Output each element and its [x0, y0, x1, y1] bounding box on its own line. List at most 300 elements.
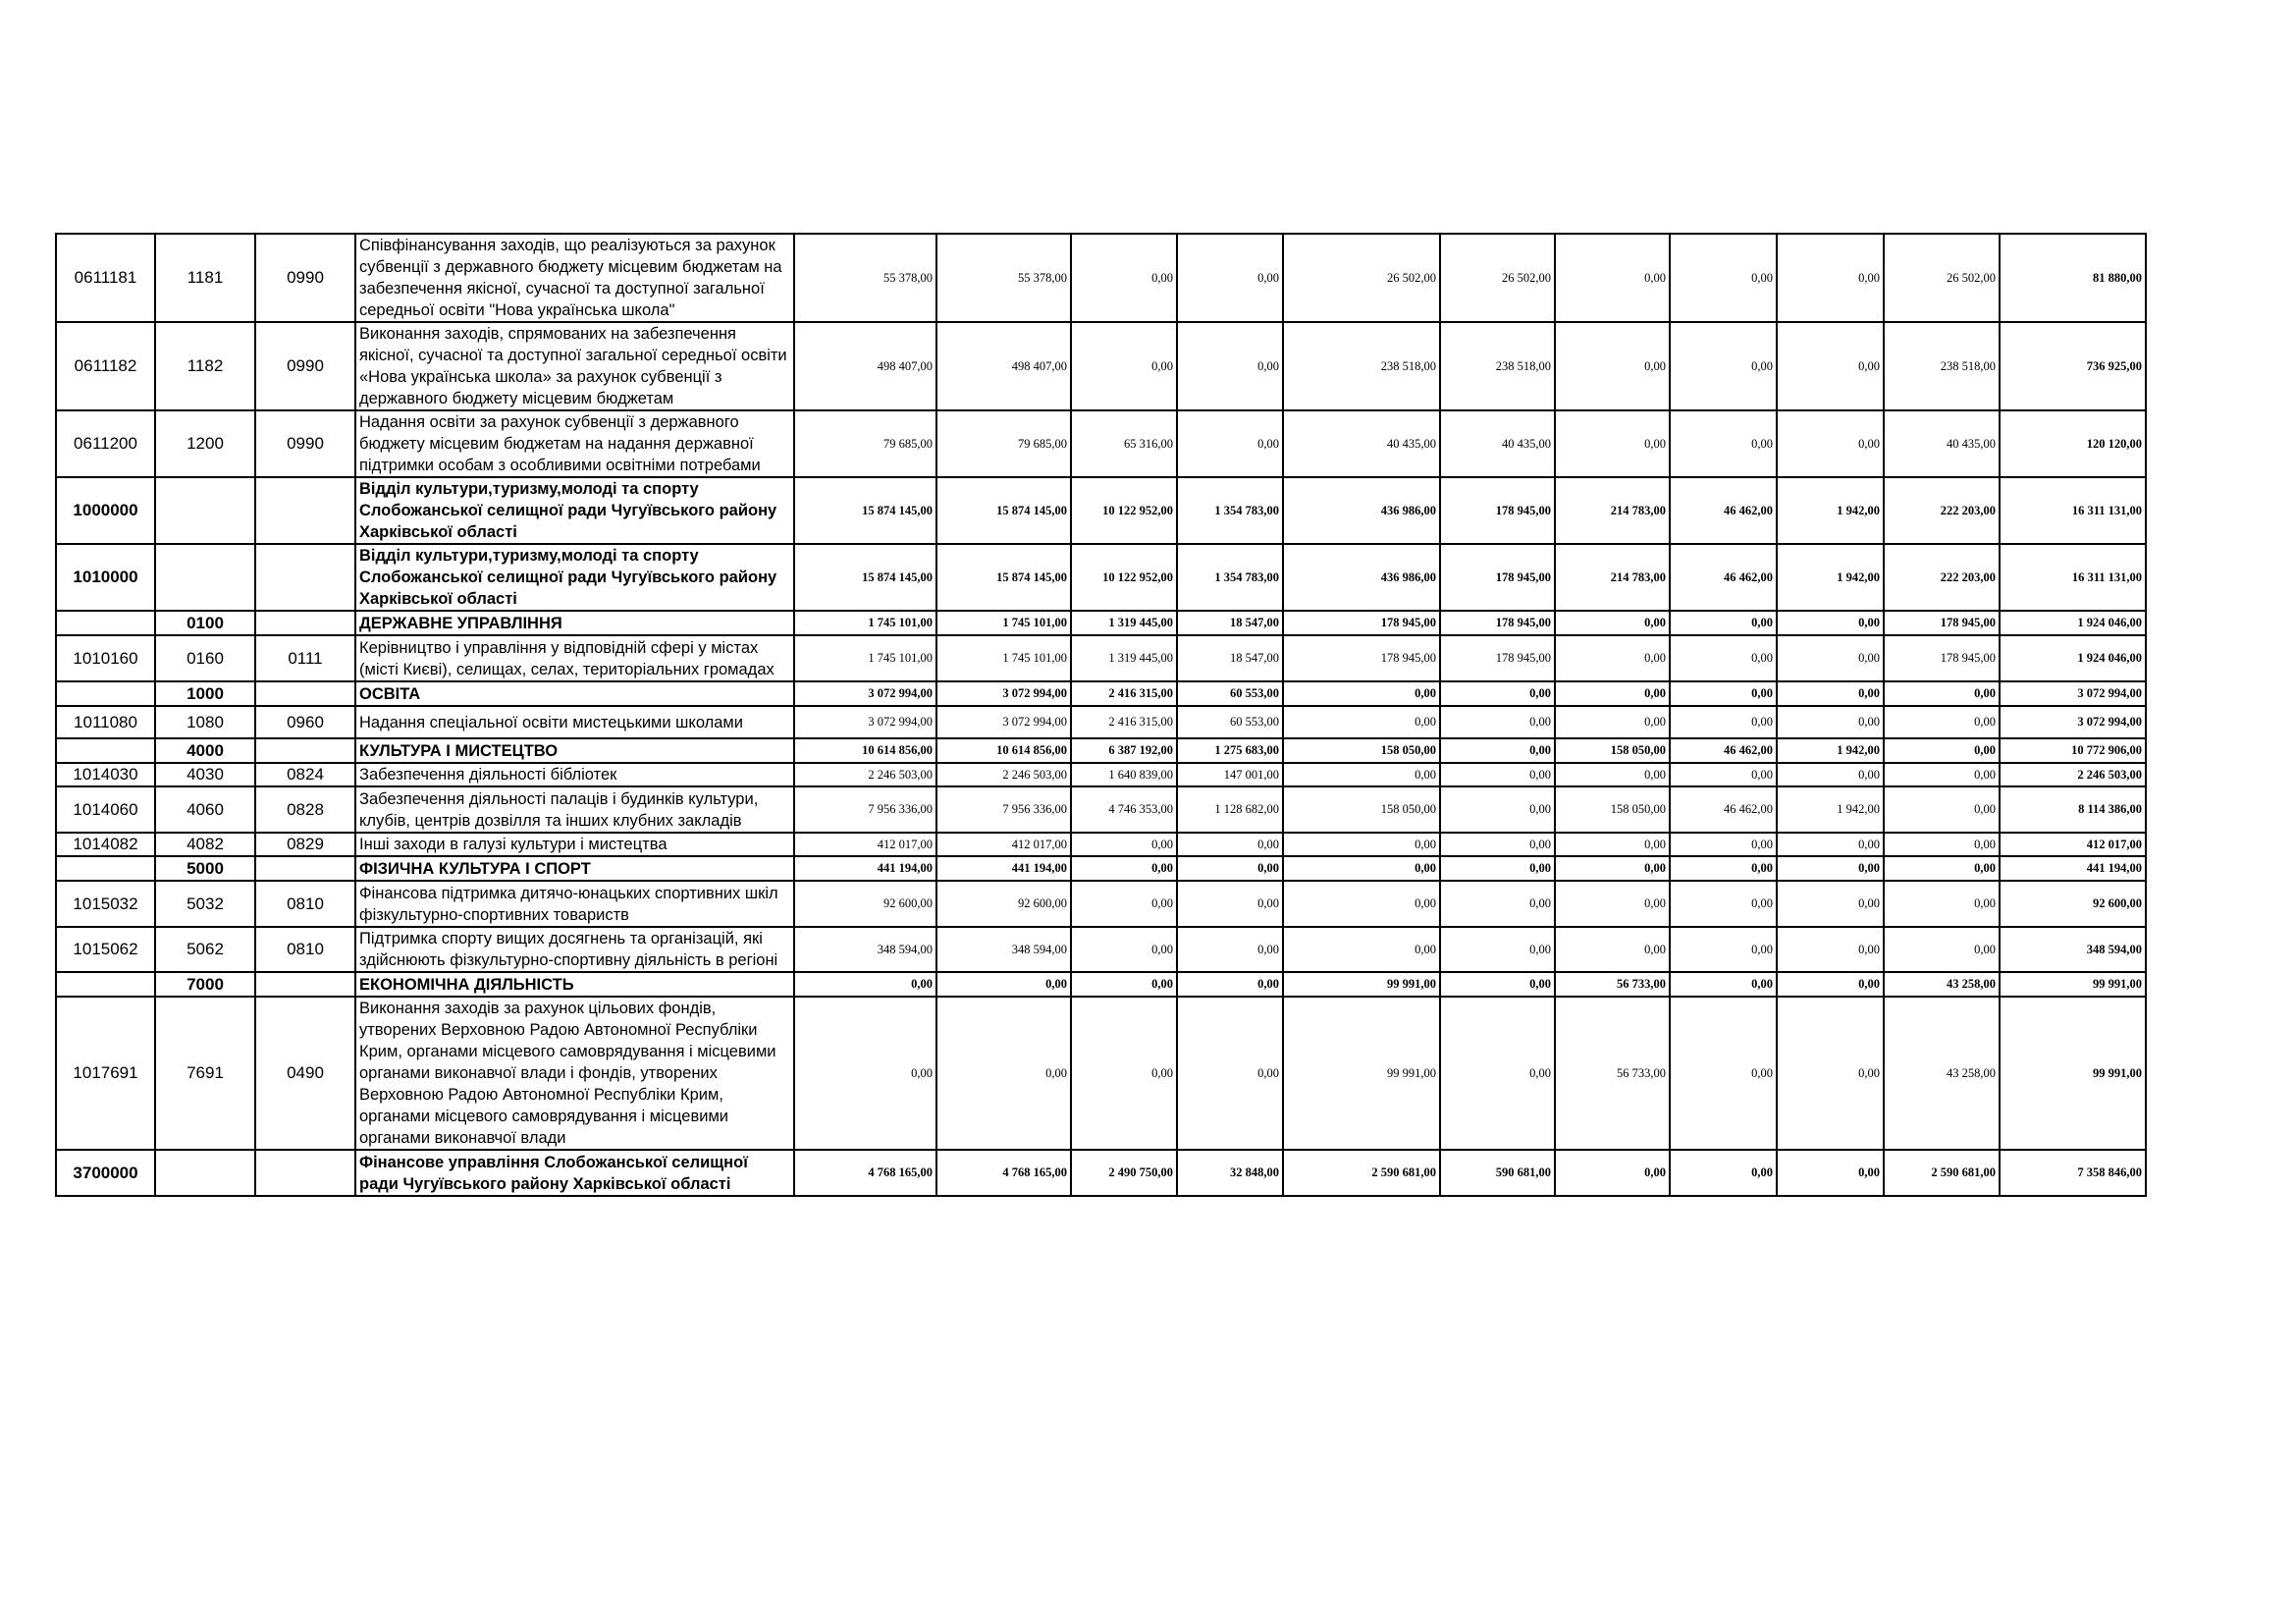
- function-code-cell: 5032: [155, 881, 255, 927]
- function-code-cell: 4060: [155, 786, 255, 833]
- function-code-cell: 0100: [155, 611, 255, 635]
- amount-cell: 0,00: [1670, 856, 1777, 881]
- amount-cell: 2 590 681,00: [1884, 1150, 2000, 1196]
- amount-cell: 43 258,00: [1884, 997, 2000, 1150]
- amount-cell: 0,00: [1555, 322, 1670, 410]
- amount-cell: 0,00: [1670, 234, 1777, 322]
- function-code-cell: [155, 1150, 255, 1196]
- amount-cell: 0,00: [1555, 1150, 1670, 1196]
- function-code-cell: 0160: [155, 635, 255, 681]
- amount-cell: 55 378,00: [936, 234, 1071, 322]
- amount-cell: 0,00: [1440, 833, 1555, 856]
- fkvk-code-cell: [255, 972, 355, 997]
- amount-cell: 0,00: [794, 997, 936, 1150]
- function-code-cell: 5062: [155, 927, 255, 972]
- item-name-cell: Фінансове управління Слобожанської селищної ради Чугуївського району Харківської області: [355, 1150, 794, 1196]
- item-name-cell: Відділ культури,туризму,молоді та спорту Слобожанської селищної ради Чугуївського району Харківської області: [355, 544, 794, 611]
- program-code-cell: 1014060: [56, 786, 155, 833]
- amount-cell: 8 114 386,00: [2000, 786, 2146, 833]
- amount-cell: 0,00: [1555, 881, 1670, 927]
- amount-cell: 0,00: [1777, 833, 1884, 856]
- amount-cell: 436 986,00: [1283, 477, 1440, 544]
- amount-cell: 0,00: [1670, 972, 1777, 997]
- amount-cell: 0,00: [1177, 972, 1283, 997]
- item-name-cell: КУЛЬТУРА І МИСТЕЦТВО: [355, 738, 794, 763]
- amount-cell: 0,00: [1777, 997, 1884, 1150]
- amount-cell: 4 746 353,00: [1071, 786, 1177, 833]
- amount-cell: 0,00: [936, 972, 1071, 997]
- amount-cell: 81 880,00: [2000, 234, 2146, 322]
- fkvk-code-cell: [255, 477, 355, 544]
- amount-cell: 10 122 952,00: [1071, 544, 1177, 611]
- amount-cell: 0,00: [1777, 927, 1884, 972]
- amount-cell: 3 072 994,00: [794, 681, 936, 706]
- amount-cell: 40 435,00: [1283, 410, 1440, 477]
- amount-cell: 99 991,00: [2000, 997, 2146, 1150]
- item-name-cell: Виконання заходів за рахунок цільових фондів, утворених Верховною Радою Автономної Республіки Крим, органами місцевого самоврядування і місцевими органами виконавчої влади і фондів, утворених Верховною Радою Автономної Республіки Крим, органами місцевого самоврядування і місцевими органами виконавчої влади: [355, 997, 794, 1150]
- function-code-cell: 7691: [155, 997, 255, 1150]
- fkvk-code-cell: 0810: [255, 927, 355, 972]
- program-code-cell: 1011080: [56, 706, 155, 738]
- program-code-cell: [56, 681, 155, 706]
- amount-cell: 0,00: [1777, 234, 1884, 322]
- amount-cell: 0,00: [1177, 856, 1283, 881]
- amount-cell: 16 311 131,00: [2000, 477, 2146, 544]
- program-code-cell: 1015032: [56, 881, 155, 927]
- amount-cell: 178 945,00: [1884, 611, 2000, 635]
- amount-cell: 0,00: [1283, 856, 1440, 881]
- amount-cell: 3 072 994,00: [2000, 706, 2146, 738]
- amount-cell: 1 128 682,00: [1177, 786, 1283, 833]
- amount-cell: 0,00: [1071, 833, 1177, 856]
- program-code-cell: 1017691: [56, 997, 155, 1150]
- amount-cell: 92 600,00: [936, 881, 1071, 927]
- amount-cell: 79 685,00: [936, 410, 1071, 477]
- amount-cell: 0,00: [1777, 706, 1884, 738]
- amount-cell: 0,00: [1670, 681, 1777, 706]
- amount-cell: 1 924 046,00: [2000, 635, 2146, 681]
- amount-cell: 7 358 846,00: [2000, 1150, 2146, 1196]
- amount-cell: 0,00: [1555, 234, 1670, 322]
- amount-cell: 222 203,00: [1884, 544, 2000, 611]
- amount-cell: 0,00: [1777, 972, 1884, 997]
- amount-cell: 0,00: [794, 972, 936, 997]
- table-row: [56, 477, 2146, 544]
- fkvk-code-cell: [255, 1150, 355, 1196]
- item-name-cell: Надання спеціальної освіти мистецькими школами: [355, 706, 794, 738]
- amount-cell: 0,00: [1177, 881, 1283, 927]
- item-name-cell: Забезпечення діяльності палаців i будинків культури, клубів, центрів дозвілля та iнших клубних закладів: [355, 786, 794, 833]
- amount-cell: 1 319 445,00: [1071, 635, 1177, 681]
- amount-cell: 0,00: [1283, 927, 1440, 972]
- amount-cell: 15 874 145,00: [794, 544, 936, 611]
- amount-cell: 0,00: [1283, 833, 1440, 856]
- amount-cell: 0,00: [1440, 881, 1555, 927]
- fkvk-code-cell: [255, 681, 355, 706]
- amount-cell: 498 407,00: [936, 322, 1071, 410]
- fkvk-code-cell: 0810: [255, 881, 355, 927]
- amount-cell: 10 614 856,00: [936, 738, 1071, 763]
- amount-cell: 15 874 145,00: [936, 544, 1071, 611]
- table-row: [56, 972, 2146, 997]
- amount-cell: 0,00: [1071, 972, 1177, 997]
- amount-cell: 56 733,00: [1555, 972, 1670, 997]
- amount-cell: 0,00: [1884, 927, 2000, 972]
- amount-cell: 178 945,00: [1283, 611, 1440, 635]
- amount-cell: 2 416 315,00: [1071, 681, 1177, 706]
- amount-cell: 214 783,00: [1555, 477, 1670, 544]
- table-row: [56, 997, 2146, 1150]
- amount-cell: 178 945,00: [1440, 544, 1555, 611]
- amount-cell: 0,00: [1283, 881, 1440, 927]
- function-code-cell: 1080: [155, 706, 255, 738]
- amount-cell: 0,00: [1283, 706, 1440, 738]
- amount-cell: 178 945,00: [1440, 635, 1555, 681]
- amount-cell: 46 462,00: [1670, 738, 1777, 763]
- amount-cell: 0,00: [1670, 410, 1777, 477]
- table-row: [56, 856, 2146, 881]
- amount-cell: 348 594,00: [936, 927, 1071, 972]
- amount-cell: 99 991,00: [1283, 997, 1440, 1150]
- amount-cell: 0,00: [1884, 681, 2000, 706]
- amount-cell: 2 590 681,00: [1283, 1150, 1440, 1196]
- amount-cell: 0,00: [1440, 927, 1555, 972]
- amount-cell: 0,00: [1777, 322, 1884, 410]
- program-code-cell: [56, 856, 155, 881]
- item-name-cell: Відділ культури,туризму,молоді та спорту Слобожанської селищної ради Чугуївського району Харківської області: [355, 477, 794, 544]
- amount-cell: 2 490 750,00: [1071, 1150, 1177, 1196]
- amount-cell: 0,00: [1177, 997, 1283, 1150]
- amount-cell: 0,00: [1177, 322, 1283, 410]
- amount-cell: 0,00: [1670, 763, 1777, 786]
- program-code-cell: 3700000: [56, 1150, 155, 1196]
- amount-cell: 0,00: [1177, 927, 1283, 972]
- amount-cell: 0,00: [1777, 856, 1884, 881]
- amount-cell: 3 072 994,00: [936, 706, 1071, 738]
- item-name-cell: ФІЗИЧНА КУЛЬТУРА І СПОРТ: [355, 856, 794, 881]
- item-name-cell: Забезпечення діяльності бібліотек: [355, 763, 794, 786]
- amount-cell: 6 387 192,00: [1071, 738, 1177, 763]
- program-code-cell: [56, 611, 155, 635]
- fkvk-code-cell: 0111: [255, 635, 355, 681]
- amount-cell: 4 768 165,00: [794, 1150, 936, 1196]
- program-code-cell: 1015062: [56, 927, 155, 972]
- budget-table: [55, 233, 2147, 1197]
- function-code-cell: 1000: [155, 681, 255, 706]
- item-name-cell: Інші заходи в галузі культури і мистецтва: [355, 833, 794, 856]
- amount-cell: 1 745 101,00: [936, 635, 1071, 681]
- program-code-cell: [56, 738, 155, 763]
- amount-cell: 0,00: [1440, 972, 1555, 997]
- amount-cell: 0,00: [1555, 681, 1670, 706]
- program-code-cell: 0611200: [56, 410, 155, 477]
- amount-cell: 1 640 839,00: [1071, 763, 1177, 786]
- amount-cell: 0,00: [1884, 856, 2000, 881]
- amount-cell: 0,00: [1670, 927, 1777, 972]
- amount-cell: 0,00: [1071, 234, 1177, 322]
- amount-cell: 120 120,00: [2000, 410, 2146, 477]
- amount-cell: 2 246 503,00: [936, 763, 1071, 786]
- item-name-cell: ДЕРЖАВНЕ УПРАВЛІННЯ: [355, 611, 794, 635]
- amount-cell: 0,00: [1777, 681, 1884, 706]
- amount-cell: 1 354 783,00: [1177, 544, 1283, 611]
- program-code-cell: [56, 972, 155, 997]
- amount-cell: 0,00: [1440, 738, 1555, 763]
- amount-cell: 0,00: [1777, 1150, 1884, 1196]
- amount-cell: 26 502,00: [1283, 234, 1440, 322]
- amount-cell: 0,00: [1670, 635, 1777, 681]
- amount-cell: 0,00: [1177, 410, 1283, 477]
- amount-cell: 441 194,00: [794, 856, 936, 881]
- amount-cell: 0,00: [1440, 856, 1555, 881]
- amount-cell: 0,00: [1670, 881, 1777, 927]
- fkvk-code-cell: 0990: [255, 234, 355, 322]
- amount-cell: 0,00: [1884, 881, 2000, 927]
- function-code-cell: [155, 477, 255, 544]
- amount-cell: 10 614 856,00: [794, 738, 936, 763]
- amount-cell: 18 547,00: [1177, 611, 1283, 635]
- amount-cell: 147 001,00: [1177, 763, 1283, 786]
- amount-cell: 46 462,00: [1670, 786, 1777, 833]
- amount-cell: 436 986,00: [1283, 544, 1440, 611]
- amount-cell: 0,00: [1884, 833, 2000, 856]
- table-row: [56, 635, 2146, 681]
- amount-cell: 0,00: [1555, 927, 1670, 972]
- amount-cell: 0,00: [1177, 833, 1283, 856]
- amount-cell: 441 194,00: [936, 856, 1071, 881]
- amount-cell: 0,00: [1884, 786, 2000, 833]
- amount-cell: 0,00: [1177, 234, 1283, 322]
- amount-cell: 1 354 783,00: [1177, 477, 1283, 544]
- item-name-cell: Співфінансування заходів, що реалізуються за рахунок субвенції з державного бюджету місцевим бюджетам на забезпечення якісної, сучасної та доступної загальної середньої освіти "Нова українська школа": [355, 234, 794, 322]
- amount-cell: 178 945,00: [1440, 611, 1555, 635]
- amount-cell: 1 942,00: [1777, 786, 1884, 833]
- amount-cell: 0,00: [1555, 611, 1670, 635]
- amount-cell: 0,00: [1440, 763, 1555, 786]
- amount-cell: 2 246 503,00: [794, 763, 936, 786]
- amount-cell: 60 553,00: [1177, 706, 1283, 738]
- table-row: [56, 881, 2146, 927]
- amount-cell: 238 518,00: [1440, 322, 1555, 410]
- program-code-cell: 1010160: [56, 635, 155, 681]
- amount-cell: 0,00: [1777, 410, 1884, 477]
- table-row: [56, 1150, 2146, 1196]
- fkvk-code-cell: [255, 544, 355, 611]
- amount-cell: 3 072 994,00: [2000, 681, 2146, 706]
- amount-cell: 178 945,00: [1440, 477, 1555, 544]
- amount-cell: 0,00: [1670, 997, 1777, 1150]
- amount-cell: 0,00: [1555, 856, 1670, 881]
- amount-cell: 0,00: [1440, 786, 1555, 833]
- amount-cell: 1 319 445,00: [1071, 611, 1177, 635]
- amount-cell: 1 275 683,00: [1177, 738, 1283, 763]
- amount-cell: 26 502,00: [1440, 234, 1555, 322]
- amount-cell: 15 874 145,00: [794, 477, 936, 544]
- amount-cell: 1 745 101,00: [794, 611, 936, 635]
- function-code-cell: 1200: [155, 410, 255, 477]
- amount-cell: 0,00: [1777, 611, 1884, 635]
- table-row: [56, 544, 2146, 611]
- table-row: [56, 234, 2146, 322]
- amount-cell: 92 600,00: [794, 881, 936, 927]
- table-row: [56, 322, 2146, 410]
- program-code-cell: 0611181: [56, 234, 155, 322]
- amount-cell: 0,00: [1670, 322, 1777, 410]
- program-code-cell: 1014082: [56, 833, 155, 856]
- amount-cell: 158 050,00: [1555, 786, 1670, 833]
- amount-cell: 348 594,00: [2000, 927, 2146, 972]
- amount-cell: 2 246 503,00: [2000, 763, 2146, 786]
- amount-cell: 92 600,00: [2000, 881, 2146, 927]
- amount-cell: 4 768 165,00: [936, 1150, 1071, 1196]
- amount-cell: 0,00: [1777, 635, 1884, 681]
- amount-cell: 0,00: [1777, 881, 1884, 927]
- table-row: [56, 927, 2146, 972]
- amount-cell: 0,00: [1555, 635, 1670, 681]
- amount-cell: 158 050,00: [1283, 738, 1440, 763]
- amount-cell: 412 017,00: [794, 833, 936, 856]
- amount-cell: 0,00: [1440, 997, 1555, 1150]
- amount-cell: 412 017,00: [2000, 833, 2146, 856]
- amount-cell: 10 772 906,00: [2000, 738, 2146, 763]
- amount-cell: 7 956 336,00: [936, 786, 1071, 833]
- item-name-cell: Підтримка спорту вищих досягнень та організацій, які здійснюють фізкультурно-спортивну діяльність в регіоні: [355, 927, 794, 972]
- table-row: [56, 681, 2146, 706]
- fkvk-code-cell: [255, 856, 355, 881]
- amount-cell: 0,00: [1071, 997, 1177, 1150]
- amount-cell: 0,00: [1555, 833, 1670, 856]
- fkvk-code-cell: 0960: [255, 706, 355, 738]
- amount-cell: 1 942,00: [1777, 738, 1884, 763]
- amount-cell: 0,00: [1555, 706, 1670, 738]
- function-code-cell: 5000: [155, 856, 255, 881]
- table-row: [56, 706, 2146, 738]
- amount-cell: 3 072 994,00: [794, 706, 936, 738]
- amount-cell: 0,00: [1555, 763, 1670, 786]
- amount-cell: 0,00: [1071, 881, 1177, 927]
- function-code-cell: 4000: [155, 738, 255, 763]
- item-name-cell: Фінансова підтримка дитячо-юнацьких спортивних шкіл фізкультурно-спортивних товариств: [355, 881, 794, 927]
- table-row: [56, 763, 2146, 786]
- amount-cell: 3 072 994,00: [936, 681, 1071, 706]
- amount-cell: 158 050,00: [1283, 786, 1440, 833]
- amount-cell: 238 518,00: [1283, 322, 1440, 410]
- amount-cell: 441 194,00: [2000, 856, 2146, 881]
- amount-cell: 0,00: [1884, 738, 2000, 763]
- amount-cell: 348 594,00: [794, 927, 936, 972]
- amount-cell: 7 956 336,00: [794, 786, 936, 833]
- amount-cell: 0,00: [1283, 681, 1440, 706]
- function-code-cell: 1182: [155, 322, 255, 410]
- amount-cell: 0,00: [936, 997, 1071, 1150]
- function-code-cell: 1181: [155, 234, 255, 322]
- fkvk-code-cell: [255, 738, 355, 763]
- amount-cell: 46 462,00: [1670, 477, 1777, 544]
- amount-cell: 178 945,00: [1884, 635, 2000, 681]
- item-name-cell: ОСВІТА: [355, 681, 794, 706]
- amount-cell: 0,00: [1884, 763, 2000, 786]
- amount-cell: 18 547,00: [1177, 635, 1283, 681]
- amount-cell: 65 316,00: [1071, 410, 1177, 477]
- amount-cell: 1 745 101,00: [794, 635, 936, 681]
- amount-cell: 1 745 101,00: [936, 611, 1071, 635]
- fkvk-code-cell: 0990: [255, 410, 355, 477]
- amount-cell: 0,00: [1555, 410, 1670, 477]
- amount-cell: 16 311 131,00: [2000, 544, 2146, 611]
- amount-cell: 26 502,00: [1884, 234, 2000, 322]
- amount-cell: 178 945,00: [1283, 635, 1440, 681]
- fkvk-code-cell: 0828: [255, 786, 355, 833]
- item-name-cell: Виконання заходів, спрямованих на забезпечення якісної, сучасної та доступної загальної середньої освіти «Нова українська школа» за рахунок субвенції з державного бюджету місцевим бюджетам: [355, 322, 794, 410]
- table-row: [56, 410, 2146, 477]
- amount-cell: 0,00: [1440, 681, 1555, 706]
- item-name-cell: Керівництво і управління у відповідній сфері у містах (місті Києві), селищах, селах, територіальних громадах: [355, 635, 794, 681]
- amount-cell: 56 733,00: [1555, 997, 1670, 1150]
- program-code-cell: 1010000: [56, 544, 155, 611]
- amount-cell: 32 848,00: [1177, 1150, 1283, 1196]
- amount-cell: 0,00: [1670, 706, 1777, 738]
- amount-cell: 40 435,00: [1884, 410, 2000, 477]
- item-name-cell: Надання освіти за рахунок субвенції з державного бюджету місцевим бюджетам на надання державної підтримки особам з особливими освітніми потребами: [355, 410, 794, 477]
- amount-cell: 1 942,00: [1777, 477, 1884, 544]
- amount-cell: 590 681,00: [1440, 1150, 1555, 1196]
- function-code-cell: [155, 544, 255, 611]
- function-code-cell: 4082: [155, 833, 255, 856]
- amount-cell: 1 924 046,00: [2000, 611, 2146, 635]
- table-row: [56, 786, 2146, 833]
- amount-cell: 0,00: [1884, 706, 2000, 738]
- table-row: [56, 738, 2146, 763]
- amount-cell: 0,00: [1670, 1150, 1777, 1196]
- table-body: [56, 234, 2146, 1196]
- amount-cell: 99 991,00: [2000, 972, 2146, 997]
- fkvk-code-cell: 0990: [255, 322, 355, 410]
- amount-cell: 60 553,00: [1177, 681, 1283, 706]
- amount-cell: 46 462,00: [1670, 544, 1777, 611]
- amount-cell: 0,00: [1283, 763, 1440, 786]
- amount-cell: 498 407,00: [794, 322, 936, 410]
- amount-cell: 736 925,00: [2000, 322, 2146, 410]
- amount-cell: 214 783,00: [1555, 544, 1670, 611]
- amount-cell: 0,00: [1777, 763, 1884, 786]
- table-row: [56, 611, 2146, 635]
- amount-cell: 2 416 315,00: [1071, 706, 1177, 738]
- fkvk-code-cell: 0490: [255, 997, 355, 1150]
- function-code-cell: 4030: [155, 763, 255, 786]
- fkvk-code-cell: 0829: [255, 833, 355, 856]
- amount-cell: 99 991,00: [1283, 972, 1440, 997]
- fkvk-code-cell: [255, 611, 355, 635]
- amount-cell: 412 017,00: [936, 833, 1071, 856]
- program-code-cell: 1014030: [56, 763, 155, 786]
- amount-cell: 0,00: [1440, 706, 1555, 738]
- fkvk-code-cell: 0824: [255, 763, 355, 786]
- amount-cell: 0,00: [1071, 927, 1177, 972]
- amount-cell: 55 378,00: [794, 234, 936, 322]
- amount-cell: 222 203,00: [1884, 477, 2000, 544]
- table-row: [56, 833, 2146, 856]
- amount-cell: 0,00: [1071, 856, 1177, 881]
- amount-cell: 15 874 145,00: [936, 477, 1071, 544]
- amount-cell: 0,00: [1670, 833, 1777, 856]
- amount-cell: 43 258,00: [1884, 972, 2000, 997]
- amount-cell: 0,00: [1071, 322, 1177, 410]
- amount-cell: 79 685,00: [794, 410, 936, 477]
- item-name-cell: ЕКОНОМІЧНА ДІЯЛЬНІСТЬ: [355, 972, 794, 997]
- amount-cell: 0,00: [1670, 611, 1777, 635]
- amount-cell: 238 518,00: [1884, 322, 2000, 410]
- amount-cell: 10 122 952,00: [1071, 477, 1177, 544]
